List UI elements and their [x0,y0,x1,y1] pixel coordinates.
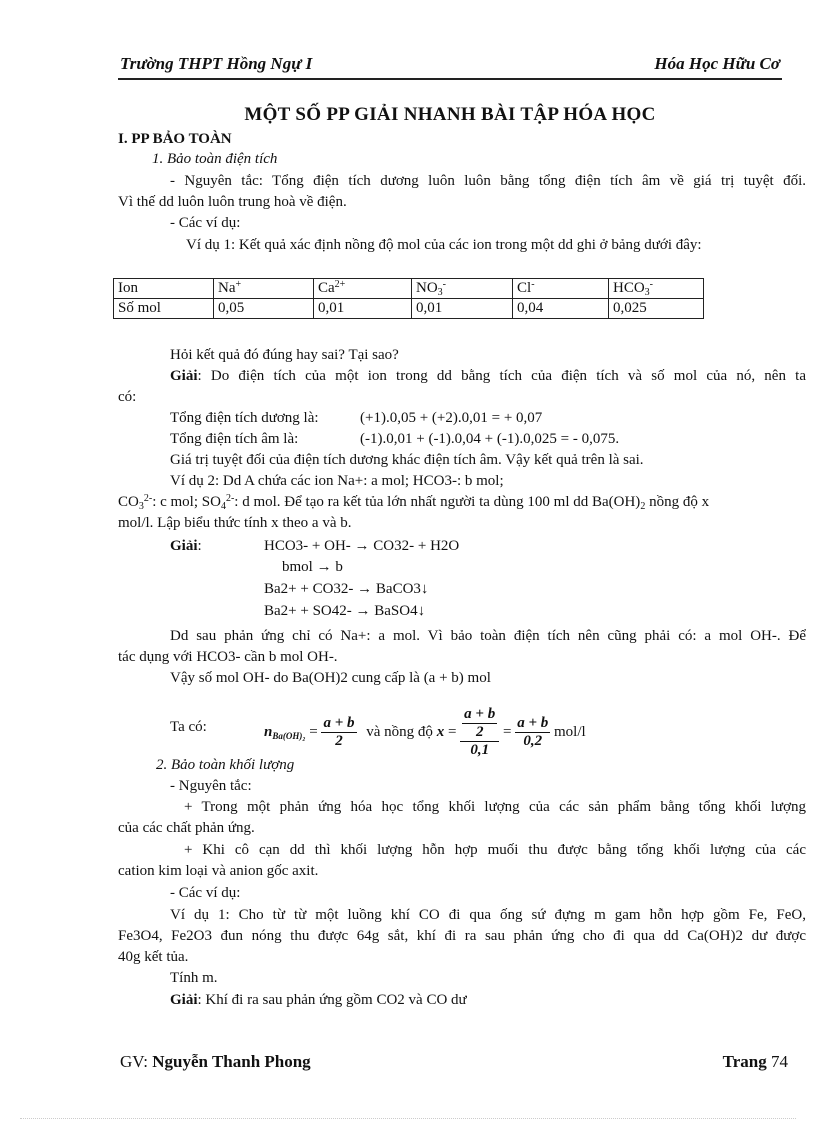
example2-line: Ví dụ 2: Dd A chứa các ion Na+: a mol; HCO3-: b mol; [170,473,504,489]
example2-line: mol/l. Lập biểu thức tính x theo a và b. [118,515,352,531]
question-line: Hỏi kết quả đó đúng hay sai? Tại sao? [170,347,399,363]
reaction-line: Ba2+ + SO42- → BaSO4↓ [264,603,426,619]
table-cell: Na+ [214,279,314,299]
table-cell: $NO_3^-$ [412,279,513,299]
solution-line: Giải: Do điện tích của một ion trong dd bằng tích của điện tích và số mol của nó, nên ta [170,368,806,384]
subsection-heading: 1. Bảo toàn điện tích [152,151,278,167]
examples-label: - Các ví dụ: [170,885,241,901]
principle-line: + Trong một phản ứng hóa học tổng khối lượng của các sản phẩm bằng tổng khối lượng [184,799,806,815]
negative-charge-line: Tổng điện tích âm là: (-1).0,01 + (-1).0,04 + (-1).0,025 = - 0,075. [170,431,620,447]
reaction-line: Giải: HCO3- + OH- → CO32- + H2O [170,538,460,554]
formula: $n_{Ba(OH)_2}$ = $\frac{a + b}{2}$ và nồng độ x = $\frac{\frac{a + b}{2}}{0,1}$ = $\frac{a + b}{0,2}$ mol/l [264,706,586,758]
footer-page: Trang 74 [722,1052,788,1071]
fraction: $\frac{a + b}{0,2}$ [517,715,549,749]
principle-label: - Nguyên tắc: [170,778,252,794]
paragraph-line: Vậy số mol OH- do Ba(OH)2 cung cấp là (a + b) mol [170,670,491,686]
conclusion-line: Giá trị tuyệt đối của điện tích dương khác điện tích âm. Vậy kết quả trên là sai. [170,452,644,468]
table-cell: Số mol [114,299,214,319]
paragraph-line: tác dụng với HCO3- cần b mol OH-. [118,649,338,665]
table-cell: $Ca^{2+}$ [314,279,412,299]
formula-line: Ta có: [170,719,207,735]
page-divider [20,1118,796,1119]
principle-line: của các chất phản ứng. [118,820,255,836]
table-cell: 0,04 [513,299,609,319]
fraction: $\frac{\frac{a + b}{2}}{0,1}$ [460,706,499,759]
paragraph-line: Dd sau phản ứng chỉ có Na+: a mol. Vì bảo toàn điện tích nên cũng phải có: a mol OH-. Để [170,628,806,644]
examples-label: - Các ví dụ: [170,215,241,231]
example2-line: $CO_3^{2-}$: c mol; $SO_4^{2-}$: d mol. Để tạo ra kết tủa lớn nhất người ta dùng 100 ml dd $Ba(OH)_2$ nồng độ x [118,493,710,512]
example-line: 40g kết tủa. [118,949,189,965]
footer-teacher: GV: Nguyễn Thanh Phong [120,1052,311,1071]
table-cell: 0,01 [412,299,513,319]
example-line: Fe3O4, Fe2O3 đun nóng thu được 64g sắt, khí đi ra sau phản ứng cho đi qua dd Ca(OH)2 dư được [118,928,806,944]
table-cell: $HCO_3^-$ [609,279,704,299]
header-school: Trường THPT Hồng Ngự I [120,54,313,73]
section-heading: I. PP BẢO TOÀN [118,131,232,147]
example-intro: Ví dụ 1: Kết quả xác định nồng độ mol của các ion trong một dd ghi ở bảng dưới đây: [186,237,702,253]
principle-line: Vì thế dd luôn luôn trung hoà về điện. [118,194,347,210]
table-cell: 0,05 [214,299,314,319]
header-subject: Hóa Học Hữu Cơ [654,54,780,73]
table-cell: Cl- [513,279,609,299]
example-line: Tính m. [170,970,218,986]
table-cell: 0,025 [609,299,704,319]
ion-table [113,278,704,319]
table-cell: 0,01 [314,299,412,319]
table-row [114,279,704,299]
table-row [114,299,704,319]
fraction: $\frac{a + b}{2}$ [323,715,355,749]
solution-line: Giải: Khí đi ra sau phản ứng gồm CO2 và CO dư [170,992,467,1008]
reaction-line: bmol → b [282,559,343,575]
reaction-line: Ba2+ + CO32- → BaCO3↓ [264,581,429,597]
principle-line: - Nguyên tắc: Tổng điện tích dương luôn luôn bằng tổng điện tích âm về giá trị tuyệt đối. [170,173,806,189]
subsection-heading: 2. Bảo toàn khối lượng [156,757,295,773]
principle-line: cation kim loại và anion gốc axit. [118,863,319,879]
positive-charge-line: Tổng điện tích dương là: (+1).0,05 + (+2).0,01 = + 0,07 [170,410,543,426]
page-header [118,52,782,80]
solution-line: có: [118,389,137,405]
principle-line: + Khi cô cạn dd thì khối lượng hỗn hợp muối thu được bằng tổng khối lượng của các [184,842,806,858]
example-line: Ví dụ 1: Cho từ từ một luồng khí CO đi qua ống sứ đựng m gam hỗn hợp gồm Fe, FeO, [170,907,806,923]
table-cell: Ion [114,279,214,299]
document-title: MỘT SỐ PP GIẢI NHANH BÀI TẬP HÓA HỌC [244,104,656,125]
